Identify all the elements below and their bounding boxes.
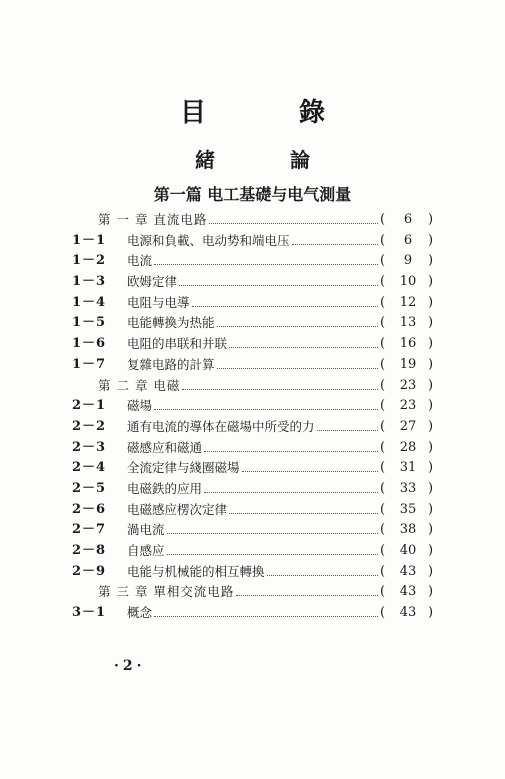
page-reference-value: 16: [399, 336, 417, 352]
page-reference-value: 33: [399, 480, 417, 496]
dot-leader: [182, 389, 378, 390]
section-title: 全流定律与綫圈磁場: [127, 460, 240, 476]
dot-leader: [229, 347, 378, 348]
dot-leader: [217, 326, 378, 327]
section-number: 1－3: [72, 274, 107, 290]
section-title: 电磁鉄的应用: [127, 480, 203, 496]
toc-section-row: 1－3 欧姆定律 ( 10 ): [0, 272, 505, 293]
toc-section-row: 1－5 电能轉換为热能 ( 13 ): [0, 313, 505, 334]
page-reference-value: 40: [399, 543, 417, 558]
section-number: 2－3: [72, 439, 107, 455]
page-reference-value: 6: [403, 232, 413, 248]
toc-section-row: 1－4 电阻与电導 ( 12 ): [0, 293, 505, 314]
page-reference-value: 27: [399, 418, 417, 434]
section-title: 概念: [127, 605, 153, 621]
section-number: 3－1: [72, 605, 107, 621]
page-reference-value: 13: [399, 315, 417, 331]
introduction-heading: 緒 論: [195, 148, 344, 172]
dot-leader: [242, 471, 378, 472]
dot-leader: [229, 513, 378, 514]
section-number: 2－8: [72, 543, 107, 558]
toc-chapter-row: 第 一 章 直流电路 ( 6 ): [0, 210, 505, 231]
table-of-contents: [0, 210, 505, 624]
section-number: 2－5: [72, 480, 107, 496]
toc-chapter-row: 第 二 章 电磁 ( 23 ): [0, 376, 505, 397]
toc-section-row: 2－2 通有电流的導体在磁場中所受的力 ( 27 ): [0, 417, 505, 438]
page-reference-value: 6: [403, 212, 413, 227]
dot-leader: [154, 616, 378, 617]
section-title: 电源和負載、电动势和端电压: [127, 232, 290, 248]
toc-section-row: 1－7 复雜电路的計算 ( 19 ): [0, 355, 505, 376]
section-title: 电能与机械能的相互轉換: [127, 563, 265, 579]
page-reference-value: 23: [399, 398, 417, 414]
toc-section-row: 2－9 电能与机械能的相互轉換 ( 43 ): [0, 562, 505, 583]
section-number: 2－1: [72, 398, 107, 414]
page-reference-value: 28: [399, 439, 417, 455]
section-number: 2－7: [72, 522, 107, 538]
dot-leader: [167, 554, 378, 555]
page-title: 目 錄: [179, 98, 368, 128]
dot-leader: [236, 595, 378, 596]
dot-leader: [154, 264, 378, 265]
toc-section-row: 2－1 磁場 ( 23 ): [0, 396, 505, 417]
page-reference-value: 38: [399, 522, 417, 538]
section-title: 复雜电路的計算: [127, 356, 215, 372]
section-title: 电阻与电導: [127, 294, 190, 310]
dot-leader: [192, 306, 378, 307]
section-number: 1－5: [72, 315, 107, 331]
section-title: 通有电流的導体在磁場中所受的力: [127, 418, 315, 434]
section-title: 电磁感应楞次定律: [127, 501, 228, 517]
chapter-title: 第 一 章 直流电路: [98, 212, 208, 227]
section-title: 磁感应和磁通: [127, 439, 203, 455]
section-number: 1－7: [72, 356, 107, 372]
section-title: 电流: [127, 253, 153, 269]
toc-section-row: 2－4 全流定律与綫圈磁場 ( 31 ): [0, 458, 505, 479]
section-title: 渦电流: [127, 522, 165, 538]
page-reference-value: 9: [403, 253, 413, 269]
page-reference-value: 31: [399, 460, 417, 476]
section-number: 1－6: [72, 336, 107, 352]
section-title: 自感应: [127, 543, 165, 558]
section-number: 1－4: [72, 294, 107, 310]
page-reference-value: 43: [399, 584, 417, 600]
page-reference-value: 35: [399, 501, 417, 517]
chapter-title: 第 二 章 电磁: [98, 377, 181, 393]
dot-leader: [154, 409, 378, 410]
chapter-title: 第 三 章 單相交流电路: [98, 584, 235, 600]
page-reference-value: 12: [399, 294, 417, 310]
dot-leader: [167, 533, 378, 534]
page-number: ·2·: [114, 658, 146, 674]
page-reference-value: 10: [399, 274, 417, 290]
dot-leader: [204, 492, 378, 493]
toc-section-row: 2－5 电磁鉄的应用 ( 33 ): [0, 479, 505, 500]
section-number: 1－2: [72, 253, 107, 269]
toc-section-row: 2－7 渦电流 ( 38 ): [0, 520, 505, 541]
dot-leader: [317, 430, 378, 431]
toc-section-row: 3－1 概念 ( 43 ): [0, 603, 505, 624]
toc-section-row: 2－3 磁感应和磁通 ( 28 ): [0, 438, 505, 459]
section-number: 1－1: [72, 232, 107, 248]
toc-section-row: 1－1 电源和負載、电动势和端电压 ( 6 ): [0, 231, 505, 252]
section-number: 2－6: [72, 501, 107, 517]
dot-leader: [292, 244, 378, 245]
dot-leader: [267, 575, 378, 576]
page-reference-value: 43: [399, 563, 417, 579]
section-title: 电能轉換为热能: [127, 315, 215, 331]
dot-leader: [179, 285, 378, 286]
part-heading: 第一篇 电工基礎与电气測量: [153, 185, 352, 204]
toc-section-row: 2－6 电磁感应楞次定律 ( 35 ): [0, 500, 505, 521]
page-reference-value: 23: [399, 377, 417, 393]
page-reference-value: 19: [399, 356, 417, 372]
toc-section-row: 2－8 自感应 ( 40 ): [0, 541, 505, 562]
section-title: 磁場: [127, 398, 153, 414]
page-reference-value: 43: [399, 605, 417, 621]
toc-chapter-row: 第 三 章 單相交流电路 ( 43 ): [0, 582, 505, 603]
toc-section-row: 1－2 电流 ( 9 ): [0, 251, 505, 272]
dot-leader: [209, 223, 378, 224]
section-title: 欧姆定律: [127, 274, 178, 290]
section-number: 2－4: [72, 460, 107, 476]
dot-leader: [204, 451, 378, 452]
dot-leader: [217, 368, 378, 369]
toc-section-row: 1－6 电阻的串联和并联 ( 16 ): [0, 334, 505, 355]
section-number: 2－2: [72, 418, 107, 434]
section-title: 电阻的串联和并联: [127, 336, 228, 352]
section-number: 2－9: [72, 563, 107, 579]
